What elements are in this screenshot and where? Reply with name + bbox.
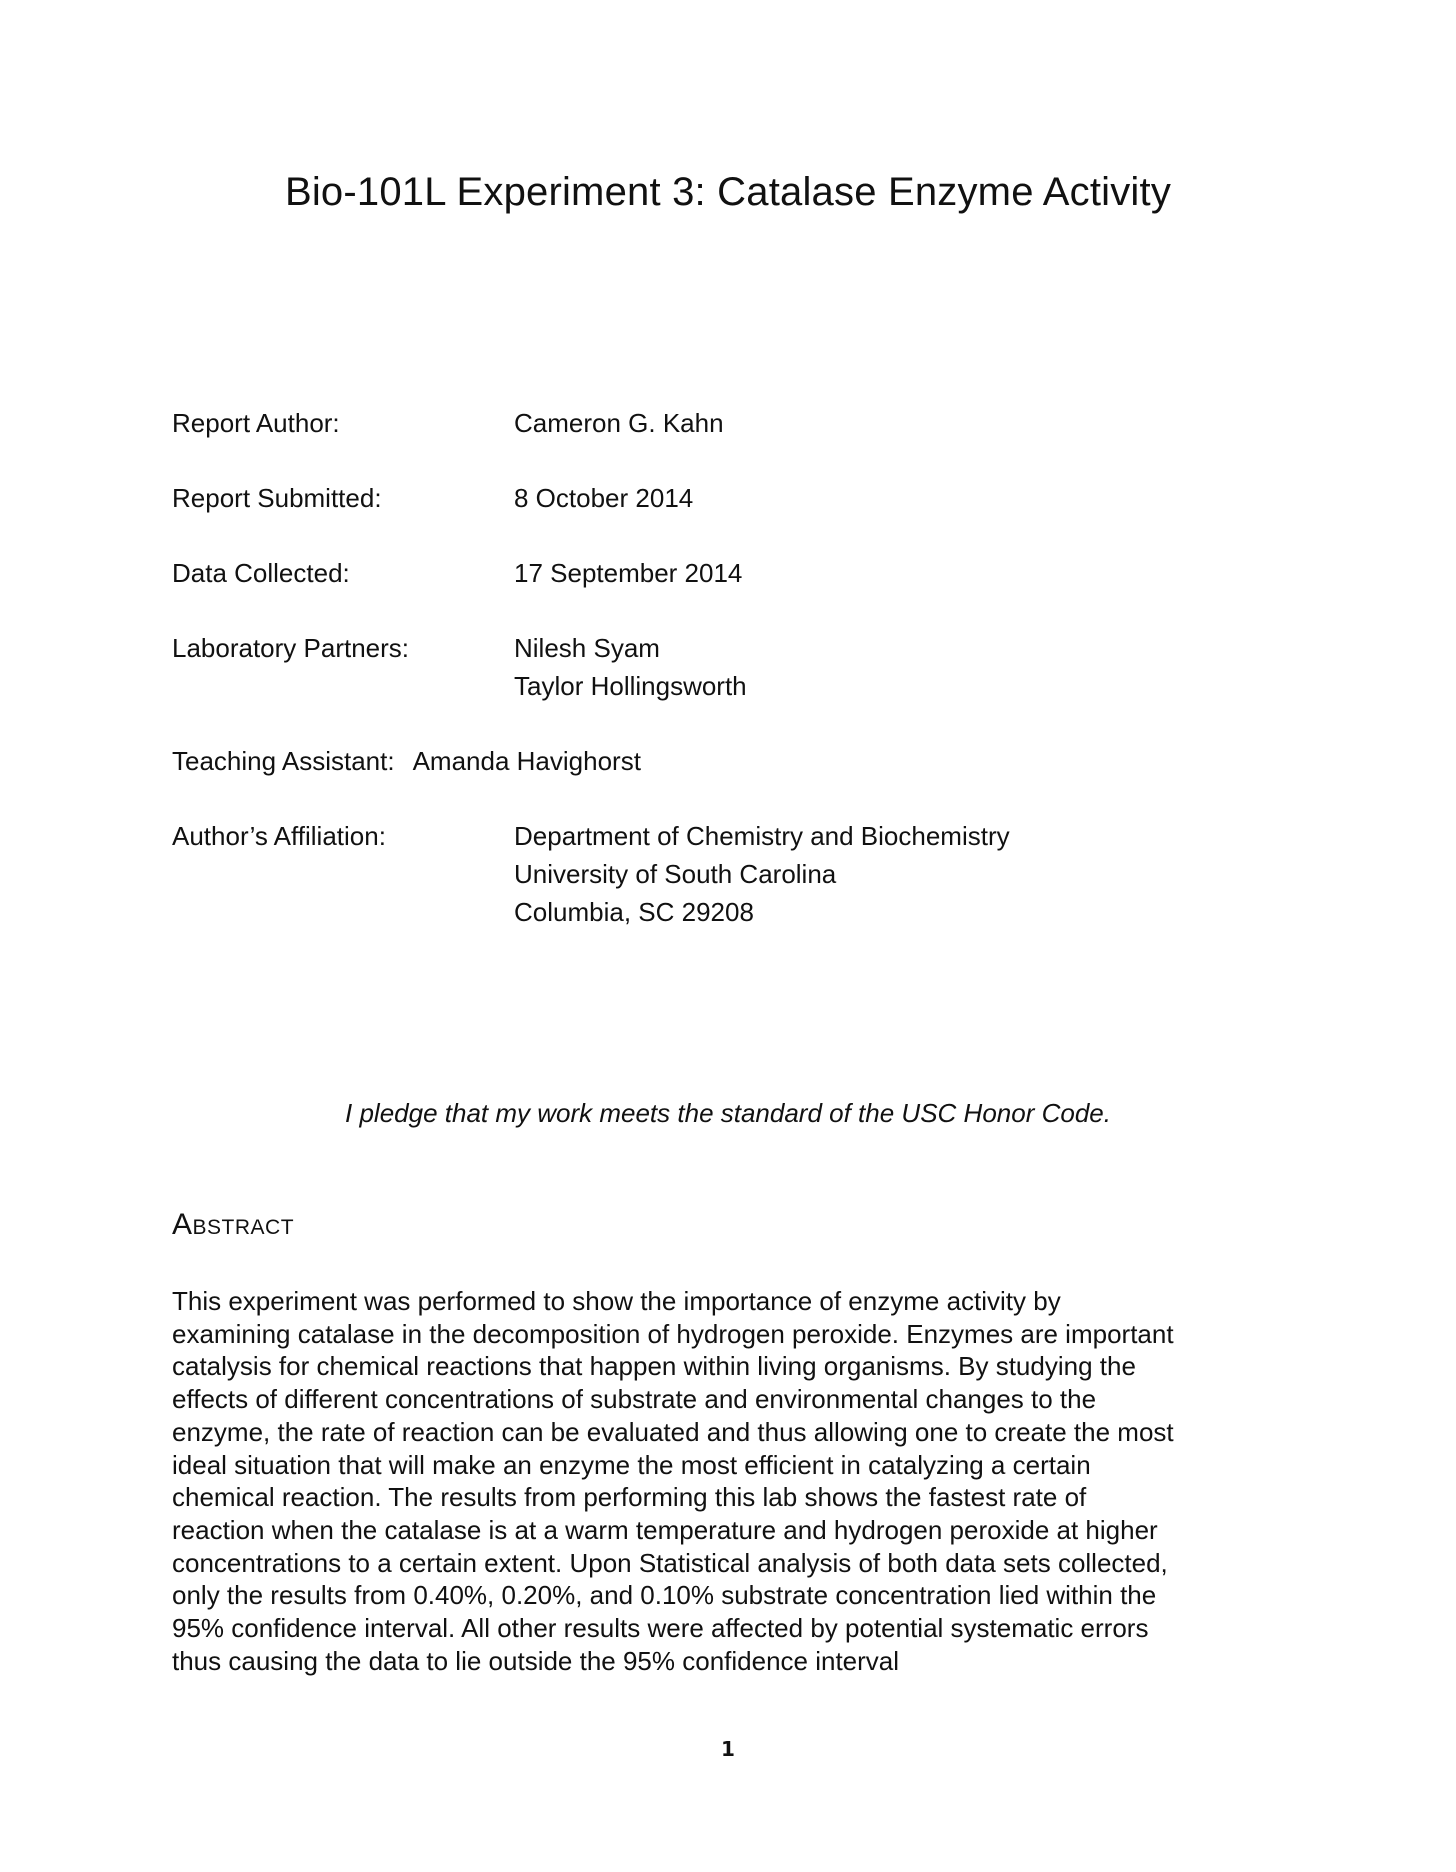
abstract-body — [172, 1285, 1282, 1677]
abstract-line: concentrations to a certain extent. Upon Statistical analysis of both data sets collected, — [172, 1547, 1168, 1578]
abstract-line: chemical reaction. The results from performing this lab shows the fastest rate of — [172, 1482, 1087, 1513]
report-author-row — [172, 404, 1010, 442]
abstract-line: effects of different concentrations of substrate and environmental changes to the — [172, 1384, 1097, 1415]
document-title: Bio-101L Experiment 3: Catalase Enzyme Activity — [284, 170, 1172, 214]
honor-code-pledge: I pledge that my work meets the standard of the USC Honor Code. — [345, 1098, 1111, 1128]
abstract-line: examining catalase in the decomposition of hydrogen peroxide. Enzymes are important — [172, 1318, 1174, 1349]
affiliation-line: Department of Chemistry and Biochemistry — [514, 821, 1010, 851]
abstract-line: 95% confidence interval. All other results were affected by potential systematic errors — [172, 1613, 1149, 1644]
teaching-assistant-value: Amanda Havighorst — [412, 746, 641, 776]
page-number: 1 — [721, 1737, 735, 1761]
report-author-value: Cameron G. Kahn — [514, 408, 724, 438]
abstract-line: ideal situation that will make an enzyme the most efficient in catalyzing a certain — [172, 1449, 1091, 1480]
abstract-heading: Abstract — [172, 1208, 295, 1241]
report-submitted-row — [172, 479, 1010, 517]
data-collected-row — [172, 554, 1010, 592]
lab-partners-row — [172, 629, 1010, 705]
data-collected-value: 17 September 2014 — [514, 558, 743, 588]
abstract-line: enzyme, the rate of reaction can be evaluated and thus allowing one to create the most — [172, 1416, 1174, 1447]
report-submitted-label: Report Submitted: — [172, 483, 382, 513]
report-metadata — [172, 404, 1010, 968]
affiliation-line: University of South Carolina — [514, 859, 837, 889]
abstract-line: reaction when the catalase is at a warm temperature and hydrogen peroxide at higher — [172, 1514, 1158, 1545]
abstract-line: only the results from 0.40%, 0.20%, and 0.10% substrate concentration lied within the — [172, 1580, 1157, 1611]
lab-partner-name: Taylor Hollingsworth — [514, 671, 747, 701]
abstract-line: This experiment was performed to show the importance of enzyme activity by — [172, 1286, 1061, 1316]
teaching-assistant-row — [172, 742, 1010, 780]
lab-partners-label: Laboratory Partners: — [172, 633, 410, 663]
abstract-line: thus causing the data to lie outside the 95% confidence interval — [172, 1645, 900, 1676]
report-submitted-value: 8 October 2014 — [514, 483, 694, 513]
lab-partner-name: Nilesh Syam — [514, 633, 660, 663]
abstract-line: catalysis for chemical reactions that happen within living organisms. By studying the — [172, 1351, 1136, 1382]
report-author-label: Report Author: — [172, 408, 340, 438]
affiliation-row — [172, 817, 1010, 931]
teaching-assistant-label: Teaching Assistant: — [172, 746, 395, 776]
affiliation-line: Columbia, SC 29208 — [514, 897, 754, 927]
affiliation-label: Author’s Affiliation: — [172, 821, 386, 851]
data-collected-label: Data Collected: — [172, 558, 350, 588]
